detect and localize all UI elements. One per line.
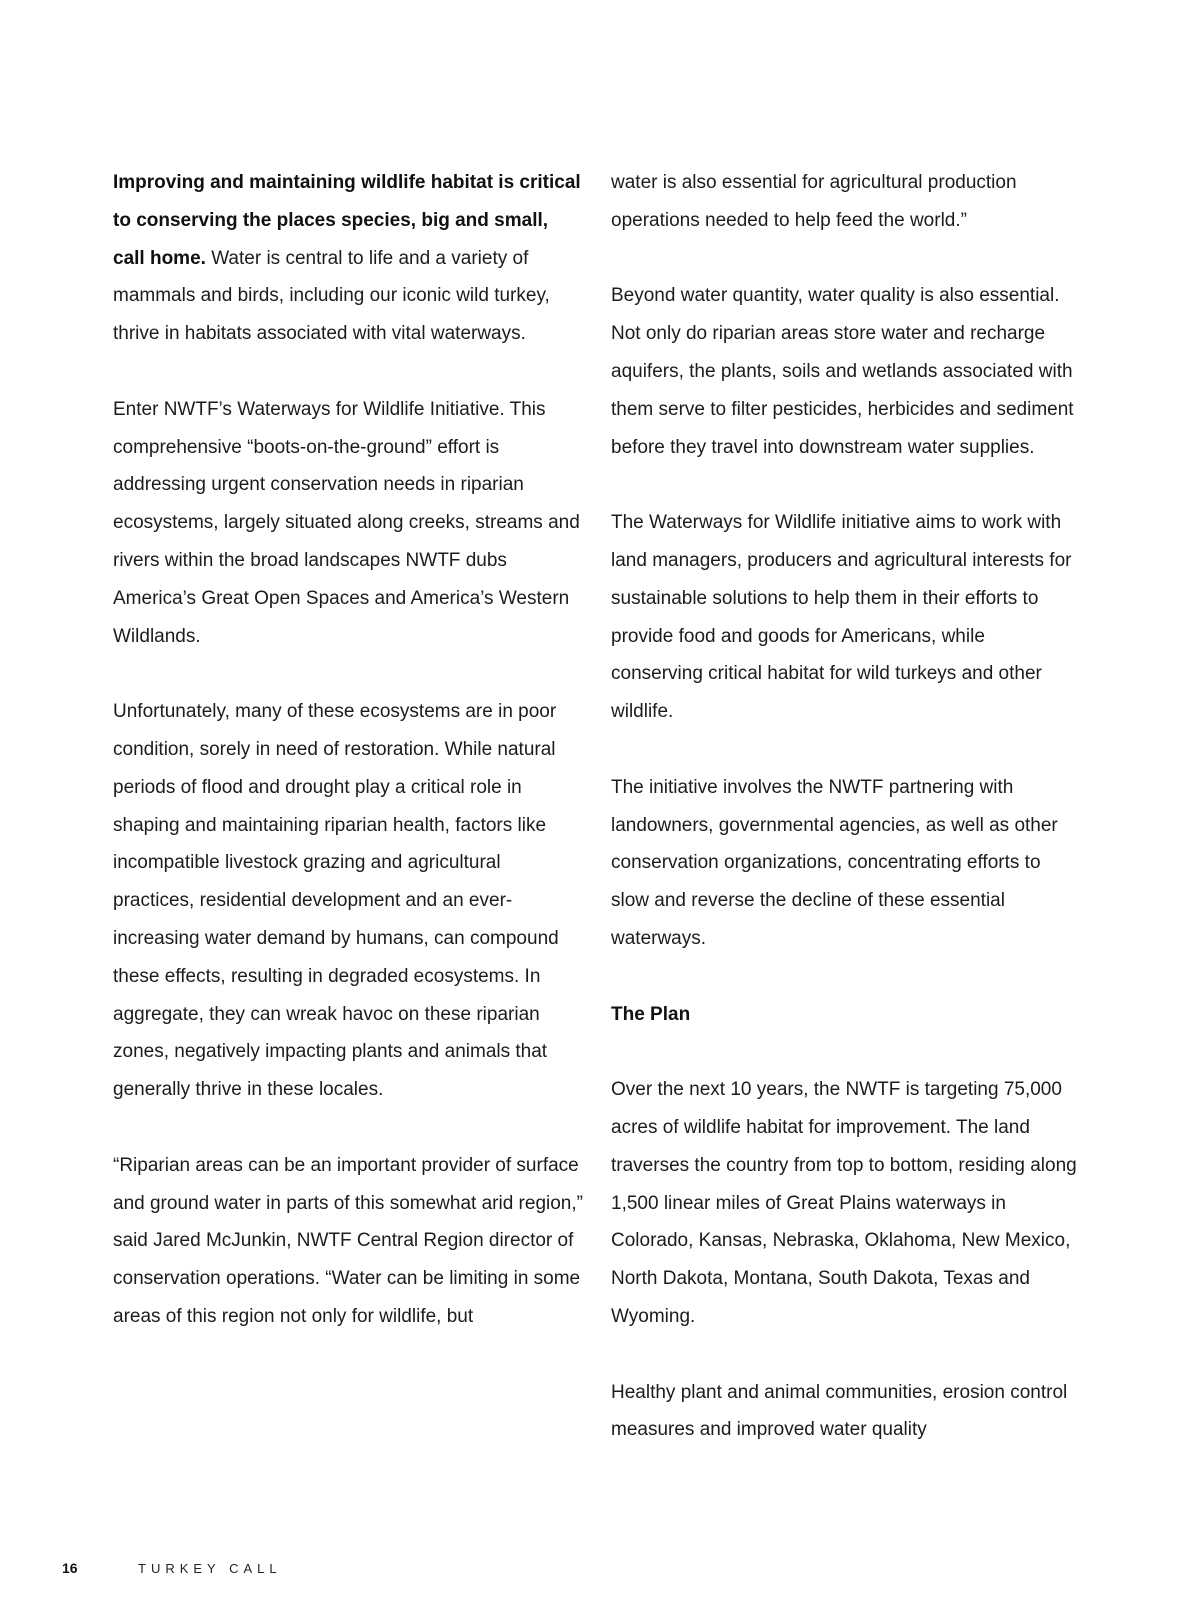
paragraph-healthy: Healthy plant and animal communities, erosion control measures and improved water quality — [611, 1381, 1068, 1441]
paragraph-water-quality: Beyond water quantity, water quality is also essential. Not only do riparian areas store water and recharge aquifers, the plants, soils and wetlands associated with them serve to filter pesticides, herbicides and sediment before they travel into downstream water supplies. — [611, 285, 1074, 458]
page-footer — [62, 1560, 282, 1576]
section-heading: The Plan — [611, 1003, 691, 1025]
left-column — [113, 164, 583, 1336]
intro-paragraph — [113, 164, 583, 353]
paragraph-initiative-aims: The Waterways for Wildlife initiative aims to work with land managers, producers and agricultural interests for sustainable solutions to help them in their efforts to provide food and goods for Americans, while conserving critical habitat for wild turkeys and other wildlife. — [611, 512, 1072, 723]
paragraph-plan: Over the next 10 years, the NWTF is targeting 75,000 acres of wildlife habitat for improvement. The land traverses the country from top to bottom, residing along 1,500 linear miles of Great Plains waterways in Colorado, Kansas, Nebraska, Oklahoma, New Mexico, North Dakota, Montana, South Dakota, Texas and Wyoming. — [611, 1079, 1077, 1327]
paragraph-partnering: The initiative involves the NWTF partnering with landowners, governmental agencies, as well as other conservation organizations, concentrating efforts to slow and reverse the decline of these essential waterways. — [611, 776, 1058, 949]
paragraph-quote: “Riparian areas can be an important provider of surface and ground water in parts of this somewhat arid region,” said Jared McJunkin, NWTF Central Region director of conservation operations. “Water can be limiting in some areas of this region not only for wildlife, but — [113, 1154, 583, 1327]
page-number: 16 — [62, 1560, 78, 1576]
right-column — [611, 164, 1081, 1449]
paragraph-quote-continued: water is also essential for agricultural production operations needed to help feed the world.” — [611, 172, 1017, 231]
intro-lead: Improving and maintaining wildlife habitat is critical to conserving the places species, big and small, call home. — [113, 172, 581, 269]
intro-body: Water is central to life and a variety of mammals and birds, including our iconic wild turkey, thrive in habitats associated with vital waterways. — [113, 247, 550, 345]
paragraph-ecosystems: Unfortunately, many of these ecosystems are in poor condition, sorely in need of restoration. While natural periods of flood and drought play a critical role in shaping and maintaining riparian health, factors like incompatible livestock grazing and agricultural practices, residential development and an ever-increasing water demand by humans, can compound these effects, resulting in degraded ecosystems. In aggregate, they can wreak havoc on these riparian zones, negatively impacting plants and animals that generally thrive in these locales. — [113, 701, 559, 1101]
publication-name: TURKEY CALL — [138, 1560, 282, 1576]
paragraph-initiative: Enter NWTF’s Waterways for Wildlife Initiative. This comprehensive “boots-on-the-ground” effort is addressing urgent conservation needs in riparian ecosystems, largely situated along creeks, streams and rivers within the broad landscapes NWTF dubs America’s Great Open Spaces and America’s Western Wildlands. — [113, 398, 580, 647]
